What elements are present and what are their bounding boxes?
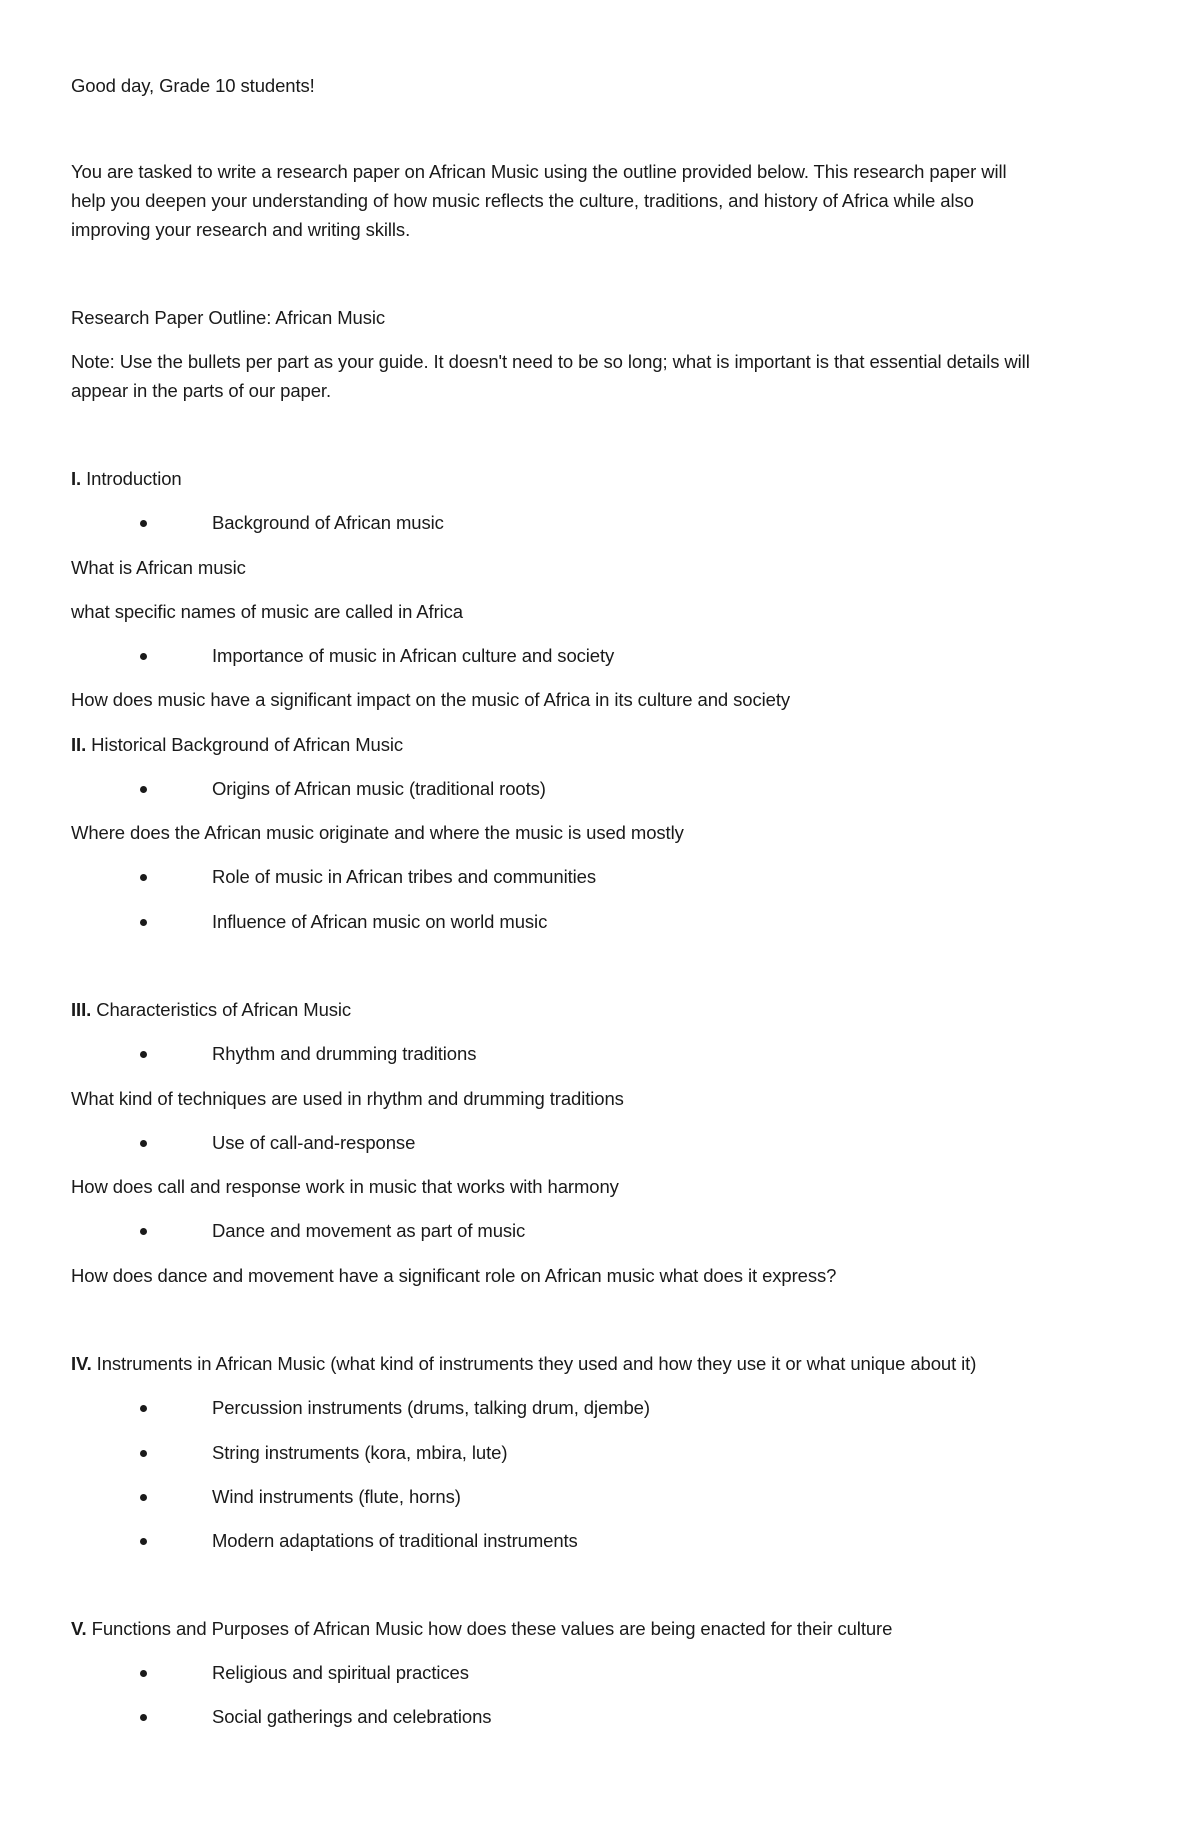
note-line-1: Note: Use the bullets per part as your guide. It doesn't need to be so long; what is important is that essential details will	[71, 351, 1030, 372]
bullet-text: Wind instruments (flute, horns)	[212, 1486, 461, 1507]
bullet-text: Origins of African music (traditional roots)	[212, 778, 546, 799]
list-item	[0, 1529, 1200, 1553]
section-numeral: III.	[71, 999, 92, 1020]
sub-question: what specific names of music are called in Africa	[71, 601, 463, 622]
list-item	[0, 1485, 1200, 1509]
list-item	[0, 910, 1200, 934]
list-item	[0, 1131, 1200, 1155]
section-title: Introduction	[86, 468, 182, 489]
bullet-text: Rhythm and drumming traditions	[212, 1043, 477, 1064]
section-numeral: II.	[71, 734, 87, 755]
list-item	[0, 1396, 1200, 1420]
list-item	[0, 1441, 1200, 1465]
intro-paragraph-line-3: improving your research and writing skills.	[71, 219, 411, 240]
sub-question: How does music have a significant impact on the music of Africa in its culture and society	[71, 689, 791, 710]
list-item	[0, 511, 1200, 535]
list-item	[0, 777, 1200, 801]
bullet-text: Dance and movement as part of music	[212, 1220, 526, 1241]
bullet-text: Social gatherings and celebrations	[212, 1706, 492, 1727]
outline-title: Research Paper Outline: African Music	[71, 307, 386, 328]
bullet-text: Background of African music	[212, 512, 444, 533]
bullet-icon	[140, 1228, 147, 1235]
sub-question: How does call and response work in music that works with harmony	[71, 1176, 619, 1197]
intro-paragraph-line-2: help you deepen your understanding of how music reflects the culture, traditions, and history of Africa while also	[71, 190, 974, 211]
bullet-icon	[140, 786, 147, 793]
section-numeral: V.	[71, 1618, 87, 1639]
section-title: Historical Background of African Music	[91, 734, 404, 755]
bullet-icon	[140, 1450, 147, 1457]
sub-question: Where does the African music originate and where the music is used mostly	[71, 822, 684, 843]
bullet-icon	[140, 1670, 147, 1677]
sub-question: How does dance and movement have a significant role on African music what does it express?	[71, 1265, 837, 1286]
bullet-text: Percussion instruments (drums, talking drum, djembe)	[212, 1397, 650, 1418]
bullet-icon	[140, 1494, 147, 1501]
section-numeral: I.	[71, 468, 82, 489]
bullet-icon	[140, 1405, 147, 1412]
bullet-icon	[140, 653, 147, 660]
list-item	[0, 1042, 1200, 1066]
bullet-icon	[140, 874, 147, 881]
bullet-text: Role of music in African tribes and communities	[212, 866, 596, 887]
bullet-text: Influence of African music on world music	[212, 911, 548, 932]
section-heading-historical-background	[71, 733, 403, 757]
note-line-2: appear in the parts of our paper.	[71, 380, 331, 401]
list-item	[0, 865, 1200, 889]
list-item	[0, 1661, 1200, 1685]
list-item	[0, 644, 1200, 668]
section-heading-introduction	[71, 467, 182, 491]
bullet-text: Modern adaptations of traditional instruments	[212, 1530, 578, 1551]
bullet-icon	[140, 520, 147, 527]
bullet-icon	[140, 1714, 147, 1721]
section-heading-functions	[71, 1617, 892, 1641]
bullet-text: Religious and spiritual practices	[212, 1662, 469, 1683]
bullet-icon	[140, 1140, 147, 1147]
intro-paragraph-line-1: You are tasked to write a research paper on African Music using the outline provided below. This research paper will	[71, 161, 1007, 182]
section-title: Characteristics of African Music	[96, 999, 352, 1020]
bullet-text: Use of call-and-response	[212, 1132, 416, 1153]
section-heading-characteristics	[71, 998, 351, 1022]
list-item	[0, 1219, 1200, 1243]
bullet-icon	[140, 919, 147, 926]
sub-question: What is African music	[71, 557, 246, 578]
section-numeral: IV.	[71, 1353, 92, 1374]
section-title: Instruments in African Music (what kind of instruments they used and how they use it or what unique about it)	[96, 1353, 977, 1374]
bullet-text: Importance of music in African culture and society	[212, 645, 615, 666]
section-heading-instruments	[71, 1352, 976, 1376]
bullet-icon	[140, 1051, 147, 1058]
sub-question: What kind of techniques are used in rhythm and drumming traditions	[71, 1088, 624, 1109]
bullet-text: String instruments (kora, mbira, lute)	[212, 1442, 508, 1463]
bullet-icon	[140, 1538, 147, 1545]
section-title: Functions and Purposes of African Music how does these values are being enacted for their culture	[91, 1618, 893, 1639]
greeting: Good day, Grade 10 students!	[71, 75, 315, 96]
list-item	[0, 1705, 1200, 1729]
